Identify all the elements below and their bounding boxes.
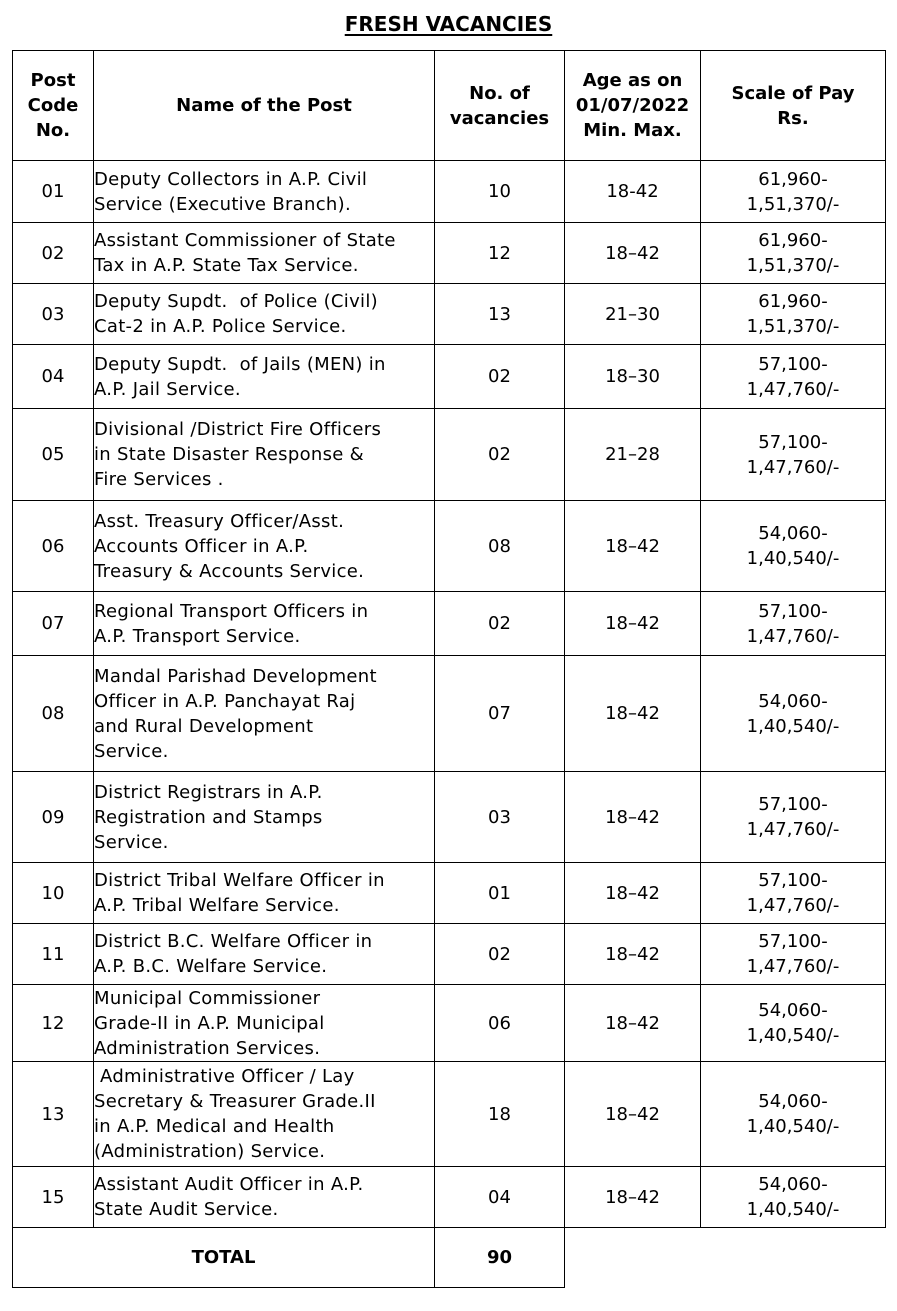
table-row — [13, 409, 886, 501]
age-range: 18–30 — [565, 345, 701, 409]
pay-scale-line: 1,47,760/- — [746, 456, 840, 478]
age-range: 18–42 — [565, 656, 701, 772]
pay-scale-line: 57,100- — [758, 353, 828, 375]
post-code: 01 — [13, 161, 94, 223]
pay-scale-line: 61,960- — [758, 291, 828, 312]
post-name — [94, 656, 435, 772]
table-row — [13, 161, 886, 223]
pay-scale — [701, 772, 886, 863]
post-name — [94, 501, 435, 592]
post-name-line: Secretary & Treasurer Grade.II — [94, 1091, 376, 1112]
post-name-line: Service (Executive Branch). — [94, 193, 351, 215]
pay-scale-line: 1,47,760/- — [746, 956, 840, 977]
post-code: 11 — [13, 924, 94, 985]
post-name — [94, 772, 435, 863]
pay-scale-line: 57,100- — [758, 600, 828, 622]
vacancy-count: 03 — [435, 772, 565, 863]
pay-scale-line: 54,060- — [758, 1000, 828, 1021]
pay-scale-line: 57,100- — [758, 870, 828, 891]
age-range: 18–42 — [565, 592, 701, 656]
post-name-line: Cat-2 in A.P. Police Service. — [94, 316, 347, 337]
post-name — [94, 592, 435, 656]
header-vacancies: No. of vacancies — [435, 51, 565, 161]
age-range: 18–42 — [565, 924, 701, 985]
table-row — [13, 223, 886, 284]
pay-scale-line: 54,060- — [758, 1091, 828, 1112]
post-name-line: and Rural Development — [94, 715, 314, 737]
pay-scale — [701, 1167, 886, 1228]
post-code: 05 — [13, 409, 94, 501]
pay-scale-line: 1,47,760/- — [746, 895, 840, 916]
pay-scale — [701, 1062, 886, 1167]
pay-scale — [701, 161, 886, 223]
age-range: 18–42 — [565, 1167, 701, 1228]
post-name-line: Accounts Officer in A.P. — [94, 535, 309, 557]
post-code: 03 — [13, 284, 94, 345]
post-code: 10 — [13, 863, 94, 924]
post-name-line: Assistant Audit Officer in A.P. — [94, 1174, 364, 1195]
total-label: TOTAL — [13, 1228, 435, 1288]
age-range: 18–42 — [565, 501, 701, 592]
table-row — [13, 924, 886, 985]
pay-scale-line: 1,40,540/- — [746, 1116, 840, 1137]
age-range: 21–28 — [565, 409, 701, 501]
post-code: 04 — [13, 345, 94, 409]
pay-scale-line: 1,40,540/- — [746, 1199, 840, 1220]
vacancy-count: 10 — [435, 161, 565, 223]
vacancies-table — [12, 50, 886, 1288]
post-name — [94, 985, 435, 1062]
post-code: 15 — [13, 1167, 94, 1228]
pay-scale-line: 54,060- — [758, 523, 828, 544]
vacancy-count: 02 — [435, 345, 565, 409]
table-row — [13, 592, 886, 656]
vacancy-count: 07 — [435, 656, 565, 772]
post-name — [94, 284, 435, 345]
pay-scale — [701, 985, 886, 1062]
post-name-line: (Administration) Service. — [94, 1141, 326, 1162]
post-name — [94, 409, 435, 501]
vacancy-count: 08 — [435, 501, 565, 592]
age-range: 21–30 — [565, 284, 701, 345]
post-name — [94, 161, 435, 223]
post-name-line: District Registrars in A.P. — [94, 781, 323, 803]
post-name-line: Deputy Supdt. of Jails (MEN) in — [94, 353, 386, 375]
table-row — [13, 772, 886, 863]
pay-scale-line: 54,060- — [758, 690, 828, 712]
age-range: 18–42 — [565, 985, 701, 1062]
post-name-line: Administrative Officer / Lay — [94, 1066, 355, 1087]
post-name-line: Service. — [94, 831, 169, 853]
post-name-line: Registration and Stamps — [94, 806, 323, 828]
vacancy-count: 04 — [435, 1167, 565, 1228]
pay-scale — [701, 501, 886, 592]
pay-scale-line: 1,40,540/- — [746, 1025, 840, 1046]
age-range: 18–42 — [565, 223, 701, 284]
post-code: 07 — [13, 592, 94, 656]
vacancy-count: 13 — [435, 284, 565, 345]
vacancy-count: 01 — [435, 863, 565, 924]
pay-scale — [701, 592, 886, 656]
post-code: 02 — [13, 223, 94, 284]
pay-scale — [701, 924, 886, 985]
pay-scale — [701, 284, 886, 345]
post-name-line: A.P. Transport Service. — [94, 625, 301, 647]
post-name-line: District B.C. Welfare Officer in — [94, 931, 373, 952]
table-body — [13, 161, 886, 1288]
total-row — [13, 1228, 886, 1288]
pay-scale-line: 61,960- — [758, 230, 828, 251]
table-row — [13, 656, 886, 772]
pay-scale — [701, 345, 886, 409]
pay-scale-line: 1,47,760/- — [746, 625, 840, 647]
post-name-line: Assistant Commissioner of State — [94, 230, 396, 251]
post-name — [94, 924, 435, 985]
post-code: 12 — [13, 985, 94, 1062]
post-name-line: Mandal Parishad Development — [94, 665, 377, 687]
table-row — [13, 284, 886, 345]
pay-scale — [701, 656, 886, 772]
total-value: 90 — [435, 1228, 565, 1288]
post-name-line: Service. — [94, 740, 169, 762]
age-range: 18–42 — [565, 1062, 701, 1167]
vacancy-count: 02 — [435, 409, 565, 501]
post-code: 13 — [13, 1062, 94, 1167]
vacancy-count: 06 — [435, 985, 565, 1062]
post-name-line: Deputy Collectors in A.P. Civil — [94, 168, 368, 190]
pay-scale-line: 1,47,760/- — [746, 819, 840, 840]
table-row — [13, 985, 886, 1062]
post-name-line: Divisional /District Fire Officers — [94, 419, 382, 440]
header-age: Age as on 01/07/2022 Min. Max. — [565, 51, 701, 161]
post-name — [94, 1167, 435, 1228]
post-name — [94, 1062, 435, 1167]
post-name-line: District Tribal Welfare Officer in — [94, 870, 385, 891]
age-range: 18–42 — [565, 863, 701, 924]
pay-scale-line: 1,40,540/- — [746, 715, 840, 737]
pay-scale-line: 1,51,370/- — [746, 255, 840, 276]
post-name-line: Deputy Supdt. of Police (Civil) — [94, 291, 378, 312]
post-name-line: in State Disaster Response & — [94, 444, 365, 465]
pay-scale-line: 1,51,370/- — [746, 193, 840, 215]
post-name-line: A.P. Tribal Welfare Service. — [94, 895, 340, 916]
pay-scale-line: 61,960- — [758, 168, 828, 190]
post-name-line: State Audit Service. — [94, 1199, 279, 1220]
vacancy-count: 18 — [435, 1062, 565, 1167]
pay-scale-line: 57,100- — [758, 431, 828, 453]
header-row — [13, 51, 886, 161]
table-row — [13, 501, 886, 592]
post-name — [94, 345, 435, 409]
pay-scale — [701, 409, 886, 501]
post-code: 06 — [13, 501, 94, 592]
post-name-line: Regional Transport Officers in — [94, 600, 369, 622]
post-name-line: Tax in A.P. State Tax Service. — [94, 255, 359, 276]
post-name-line: Grade-II in A.P. Municipal — [94, 1012, 325, 1034]
pay-scale — [701, 863, 886, 924]
header-post-name: Name of the Post — [94, 51, 435, 161]
post-name — [94, 863, 435, 924]
pay-scale-line: 1,47,760/- — [746, 378, 840, 400]
pay-scale-line: 1,40,540/- — [746, 548, 840, 569]
age-range: 18-42 — [565, 161, 701, 223]
table-row — [13, 345, 886, 409]
table-row — [13, 1167, 886, 1228]
post-name-line: A.P. B.C. Welfare Service. — [94, 956, 328, 977]
page-title: FRESH VACANCIES — [344, 12, 553, 36]
post-code: 08 — [13, 656, 94, 772]
total-blank — [565, 1228, 886, 1288]
post-name-line: Fire Services . — [94, 469, 224, 490]
pay-scale-line: 1,51,370/- — [746, 316, 840, 337]
post-name-line: Treasury & Accounts Service. — [94, 560, 365, 582]
table-row — [13, 1062, 886, 1167]
post-name-line: Asst. Treasury Officer/Asst. — [94, 510, 345, 532]
header-pay-scale: Scale of Pay Rs. — [701, 51, 886, 161]
post-name-line: Municipal Commissioner — [94, 987, 321, 1009]
pay-scale-line: 57,100- — [758, 931, 828, 952]
post-name-line: Administration Services. — [94, 1037, 321, 1059]
post-name-line: Officer in A.P. Panchayat Raj — [94, 690, 356, 712]
vacancy-count: 12 — [435, 223, 565, 284]
post-name-line: A.P. Jail Service. — [94, 378, 241, 400]
header-post-code: Post Code No. — [13, 51, 94, 161]
pay-scale-line: 54,060- — [758, 1174, 828, 1195]
age-range: 18–42 — [565, 772, 701, 863]
vacancy-count: 02 — [435, 924, 565, 985]
pay-scale-line: 57,100- — [758, 794, 828, 815]
table-row — [13, 863, 886, 924]
post-name-line: in A.P. Medical and Health — [94, 1116, 335, 1137]
post-code: 09 — [13, 772, 94, 863]
post-name — [94, 223, 435, 284]
vacancy-count: 02 — [435, 592, 565, 656]
pay-scale — [701, 223, 886, 284]
